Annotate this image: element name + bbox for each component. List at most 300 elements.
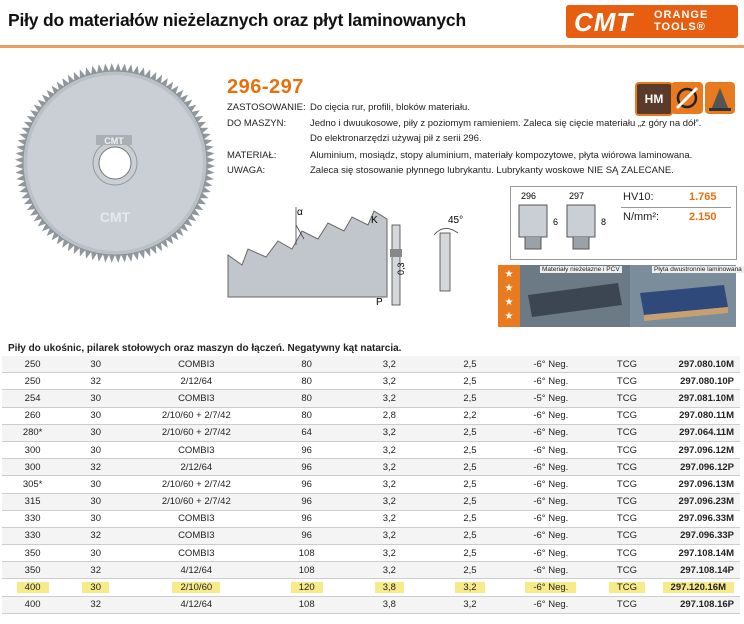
hook-angle-cell bbox=[510, 579, 591, 596]
tooth-config-cell-text: 2/12/64 bbox=[180, 461, 213, 473]
kerf-cell-text: 3,2 bbox=[382, 392, 396, 404]
hook-angle-cell-text: -6° Neg. bbox=[533, 444, 569, 456]
kerf-cell-text: 3,2 bbox=[382, 513, 396, 525]
kerf-cell-text: 3,2 bbox=[382, 375, 396, 387]
grind-cell-text: TCG bbox=[609, 582, 645, 593]
code-cell-text: 297.096.12M bbox=[678, 444, 734, 456]
hook-angle-cell bbox=[510, 407, 591, 424]
bore-cell-text: 32 bbox=[90, 599, 101, 611]
kerf-cell bbox=[349, 579, 430, 596]
table-row bbox=[2, 596, 740, 613]
plate-cell-text: 2,5 bbox=[463, 513, 477, 525]
table-row bbox=[2, 407, 740, 424]
kerf-cell bbox=[349, 459, 430, 476]
plate-cell-text: 3,2 bbox=[455, 582, 484, 593]
tooth-config-cell-text: 2/10/60 + 2/7/42 bbox=[161, 410, 231, 422]
tooth-config-cell bbox=[128, 476, 264, 493]
plate-cell bbox=[430, 407, 511, 424]
material-label-nonferrous: Materiały nieżelazne i PCV bbox=[542, 266, 620, 273]
diameter-cell-text: 350 bbox=[24, 547, 41, 559]
code-cell bbox=[662, 476, 740, 493]
bore-cell-text: 30 bbox=[90, 496, 101, 508]
product-code: 296-297 bbox=[227, 76, 304, 98]
tooth-config-cell-text: COMBI3 bbox=[178, 392, 215, 404]
table-row bbox=[2, 510, 740, 527]
kerf-cell bbox=[349, 390, 430, 407]
hook-angle-cell-text: -6° Neg. bbox=[533, 461, 569, 473]
diameter-cell-text: 300 bbox=[24, 444, 41, 456]
star-icon: ★ bbox=[504, 269, 514, 280]
machine-icon bbox=[705, 82, 735, 114]
info-label-material: MATERIAŁ: bbox=[227, 150, 277, 161]
materials-image bbox=[498, 265, 736, 327]
grind-cell bbox=[591, 510, 662, 527]
plate-cell bbox=[430, 476, 511, 493]
tooth-config-cell bbox=[128, 510, 264, 527]
plate-cell bbox=[430, 424, 511, 441]
bore-cell-text: 32 bbox=[90, 530, 101, 542]
teeth-count-cell bbox=[264, 424, 349, 441]
grind-cell bbox=[591, 373, 662, 390]
hook-angle-cell-text: -6° Neg. bbox=[533, 478, 569, 490]
grind-cell bbox=[591, 390, 662, 407]
header-rule bbox=[0, 45, 744, 48]
diameter-cell-text: 330 bbox=[24, 530, 41, 542]
info-value-material: Aluminium, mosiądz, stopy aluminium, materiały kompozytowe, płyta wiórowa laminowana. bbox=[310, 150, 693, 161]
hook-angle-cell bbox=[510, 356, 591, 373]
info-value-application: Do cięcia rur, profili, bloków materiału. bbox=[310, 102, 470, 113]
blade-model-label: CMT bbox=[99, 209, 131, 225]
diameter-cell-text: 260 bbox=[24, 410, 41, 422]
hook-angle-cell-text: -6° Neg. bbox=[533, 530, 569, 542]
diameter-cell bbox=[2, 390, 63, 407]
grind-cell bbox=[591, 579, 662, 596]
kerf-cell-text: 3,2 bbox=[382, 461, 396, 473]
tooth-config-cell-text: 2/10/60 + 2/7/42 bbox=[161, 427, 231, 439]
diameter-cell bbox=[2, 527, 63, 544]
bore-cell-text: 30 bbox=[90, 410, 101, 422]
bore-cell bbox=[63, 493, 128, 510]
grind-cell-text: TCG bbox=[616, 496, 637, 508]
diameter-cell bbox=[2, 459, 63, 476]
grind-cell-text: TCG bbox=[616, 392, 637, 404]
diameter-cell bbox=[2, 373, 63, 390]
kerf-cell-text: 2,8 bbox=[382, 410, 396, 422]
logo-line2: TOOLS® bbox=[654, 21, 706, 33]
tooth-config-cell-text: 2/12/64 bbox=[180, 375, 213, 387]
table-row bbox=[2, 545, 740, 562]
star-icon: ★ bbox=[504, 283, 514, 294]
teeth-count-cell-text: 96 bbox=[301, 496, 312, 508]
tooth-config-cell-text: COMBI3 bbox=[178, 547, 215, 559]
teeth-count-cell bbox=[264, 579, 349, 596]
diameter-cell-text: 330 bbox=[24, 513, 41, 525]
kerf-cell-text: 3,2 bbox=[382, 427, 396, 439]
tooth-config-cell bbox=[128, 424, 264, 441]
table-row bbox=[2, 527, 740, 544]
saw-cut-icon bbox=[671, 82, 703, 114]
teeth-count-cell-text: 96 bbox=[301, 461, 312, 473]
teeth-count-cell-text: 96 bbox=[301, 444, 312, 456]
plate-cell bbox=[430, 373, 511, 390]
diameter-cell-text: 254 bbox=[24, 392, 41, 404]
code-cell-text: 297.096.12P bbox=[680, 461, 734, 473]
code-cell-text: 297.108.16P bbox=[680, 599, 734, 611]
plate-cell bbox=[430, 510, 511, 527]
code-cell-text: 297.096.23M bbox=[678, 496, 734, 508]
product-table bbox=[2, 356, 740, 614]
tooth-config-cell-text: 2/10/60 + 2/7/42 bbox=[161, 478, 231, 490]
code-cell bbox=[662, 596, 740, 613]
bore-cell-text: 30 bbox=[90, 392, 101, 404]
bore-cell bbox=[63, 459, 128, 476]
tooth-config-cell-text: 4/12/64 bbox=[180, 564, 213, 576]
rating-stars bbox=[498, 265, 520, 327]
bore-cell bbox=[63, 356, 128, 373]
table-row bbox=[2, 493, 740, 510]
kerf-cell-text: 3,8 bbox=[382, 599, 396, 611]
grind-cell-text: TCG bbox=[616, 461, 637, 473]
kerf-cell bbox=[349, 476, 430, 493]
hook-angle-cell-text: -6° Neg. bbox=[533, 547, 569, 559]
code-cell bbox=[662, 356, 740, 373]
kerf-cell bbox=[349, 493, 430, 510]
label-8: 8 bbox=[601, 217, 607, 227]
tooth-config-cell bbox=[128, 493, 264, 510]
plate-cell-text: 2,5 bbox=[463, 461, 477, 473]
bore-cell-text: 30 bbox=[90, 427, 101, 439]
label-296: 296 bbox=[521, 191, 537, 201]
grind-cell bbox=[591, 407, 662, 424]
code-cell-text: 297.096.33M bbox=[678, 513, 734, 525]
bore-cell-text: 30 bbox=[90, 358, 101, 370]
bore-cell-text: 30 bbox=[90, 444, 101, 456]
bore-cell-text: 30 bbox=[82, 582, 109, 593]
hook-angle-cell-text: -6° Neg. bbox=[533, 599, 569, 611]
tooth-config-cell bbox=[128, 441, 264, 458]
teeth-count-cell-text: 96 bbox=[301, 513, 312, 525]
grind-cell-text: TCG bbox=[616, 530, 637, 542]
table-row bbox=[2, 562, 740, 579]
tooth-config-cell-text: 4/12/64 bbox=[180, 599, 213, 611]
hook-angle-cell bbox=[510, 373, 591, 390]
teeth-count-cell bbox=[264, 510, 349, 527]
angle-label: 45° bbox=[448, 215, 464, 226]
hook-angle-cell bbox=[510, 545, 591, 562]
d03-label: 0,3 bbox=[396, 262, 406, 275]
hook-angle-cell bbox=[510, 493, 591, 510]
kerf-cell bbox=[349, 356, 430, 373]
hook-angle-cell-text: -6° Neg. bbox=[533, 375, 569, 387]
kerf-cell bbox=[349, 424, 430, 441]
page-title: Piły do materiałów nieżelaznych oraz płyt laminowanych bbox=[8, 10, 466, 30]
bore-cell-text: 32 bbox=[90, 564, 101, 576]
table-row bbox=[2, 373, 740, 390]
kerf-cell-text: 3,2 bbox=[382, 547, 396, 559]
teeth-count-cell-text: 80 bbox=[301, 375, 312, 387]
tooth-config-cell bbox=[128, 459, 264, 476]
diameter-cell-text: 400 bbox=[24, 599, 41, 611]
code-cell bbox=[662, 579, 740, 596]
tooth-config-cell-text: 2/10/60 bbox=[172, 582, 220, 593]
diameter-cell bbox=[2, 545, 63, 562]
grind-cell-text: TCG bbox=[616, 599, 637, 611]
logo-brand: CMT bbox=[574, 7, 634, 37]
hook-angle-cell bbox=[510, 562, 591, 579]
grind-cell bbox=[591, 441, 662, 458]
grind-cell-text: TCG bbox=[616, 427, 637, 439]
material-label-laminate: Płyta dwustronnie laminowana bbox=[654, 266, 742, 273]
diameter-cell-text: 250 bbox=[24, 358, 41, 370]
cmt-logo bbox=[566, 5, 738, 38]
grind-cell bbox=[591, 459, 662, 476]
plate-cell bbox=[430, 562, 511, 579]
tooth-config-cell bbox=[128, 356, 264, 373]
kerf-cell-text: 3,2 bbox=[382, 478, 396, 490]
info-value-note: Zaleca się stosowanie płynnego lubrykantu. Lubrykanty woskowe NIE SĄ ZALECANE. bbox=[310, 165, 674, 176]
bore-cell-text: 30 bbox=[90, 478, 101, 490]
kerf-cell bbox=[349, 562, 430, 579]
grind-cell-text: TCG bbox=[616, 358, 637, 370]
hook-angle-cell-text: -5° Neg. bbox=[533, 392, 569, 404]
diameter-cell bbox=[2, 596, 63, 613]
plate-cell-text: 2,5 bbox=[463, 564, 477, 576]
plate-cell-text: 2,5 bbox=[463, 375, 477, 387]
bore-cell-text: 30 bbox=[90, 547, 101, 559]
kerf-cell bbox=[349, 373, 430, 390]
tooth-geometry-diagram bbox=[222, 205, 472, 315]
hook-angle-cell bbox=[510, 441, 591, 458]
grind-cell bbox=[591, 424, 662, 441]
table-subtitle: Piły do ukośnic, pilarek stołowych oraz maszyn do łączeń. Negatywny kąt natarcia. bbox=[8, 343, 402, 354]
info-label-application: ZASTOSOWANIE: bbox=[227, 102, 306, 113]
bore-cell bbox=[63, 579, 128, 596]
teeth-count-cell-text: 96 bbox=[301, 530, 312, 542]
kerf-cell-text: 3,2 bbox=[382, 444, 396, 456]
teeth-count-cell-text: 64 bbox=[301, 427, 312, 439]
kerf-cell bbox=[349, 545, 430, 562]
code-cell-text: 297.096.33P bbox=[680, 530, 734, 542]
teeth-count-cell-text: 108 bbox=[298, 564, 315, 576]
hook-angle-cell bbox=[510, 459, 591, 476]
diameter-cell bbox=[2, 562, 63, 579]
tooth-config-cell bbox=[128, 390, 264, 407]
kerf-cell-text: 3,2 bbox=[382, 496, 396, 508]
hardness-box bbox=[510, 186, 737, 260]
diameter-cell bbox=[2, 510, 63, 527]
diameter-cell-text: 305* bbox=[22, 478, 43, 490]
tooth-config-cell bbox=[128, 562, 264, 579]
diameter-cell bbox=[2, 493, 63, 510]
plate-cell-text: 2,5 bbox=[463, 530, 477, 542]
tooth-config-cell bbox=[128, 407, 264, 424]
tooth-config-cell bbox=[128, 579, 264, 596]
hv10-label: HV10: bbox=[623, 191, 654, 203]
plate-cell bbox=[430, 596, 511, 613]
code-cell bbox=[662, 407, 740, 424]
product-table-body bbox=[2, 356, 740, 613]
hook-angle-cell bbox=[510, 476, 591, 493]
teeth-count-cell bbox=[264, 373, 349, 390]
teeth-count-cell bbox=[264, 596, 349, 613]
p-label: P bbox=[376, 297, 383, 308]
blade-brand-label: CMT bbox=[104, 136, 124, 146]
teeth-count-cell bbox=[264, 562, 349, 579]
grind-cell-text: TCG bbox=[616, 410, 637, 422]
code-cell-text: 297.120.16M bbox=[663, 582, 734, 593]
hook-angle-cell bbox=[510, 390, 591, 407]
plate-cell-text: 2,5 bbox=[463, 444, 477, 456]
tooth-config-cell-text: COMBI3 bbox=[178, 513, 215, 525]
info-label-note: UWAGA: bbox=[227, 165, 266, 176]
nmm-label: N/mm²: bbox=[623, 211, 660, 223]
table-row bbox=[2, 390, 740, 407]
grind-cell bbox=[591, 545, 662, 562]
nmm-value: 2.150 bbox=[689, 211, 717, 223]
star-icon: ★ bbox=[504, 311, 514, 322]
teeth-count-cell bbox=[264, 476, 349, 493]
code-cell bbox=[662, 390, 740, 407]
table-row bbox=[2, 356, 740, 373]
code-cell-text: 297.108.14P bbox=[680, 564, 734, 576]
diameter-cell bbox=[2, 579, 63, 596]
bore-cell bbox=[63, 527, 128, 544]
diameter-cell bbox=[2, 356, 63, 373]
code-cell-text: 297.080.10M bbox=[678, 358, 734, 370]
logo-line1: ORANGE bbox=[654, 9, 709, 21]
bore-cell-text: 32 bbox=[90, 375, 101, 387]
grind-cell bbox=[591, 476, 662, 493]
teeth-count-cell-text: 80 bbox=[301, 392, 312, 404]
tooth-config-cell-text: COMBI3 bbox=[178, 358, 215, 370]
hook-angle-cell bbox=[510, 424, 591, 441]
bore-cell-text: 30 bbox=[90, 513, 101, 525]
teeth-count-cell-text: 108 bbox=[298, 599, 315, 611]
teeth-count-cell bbox=[264, 493, 349, 510]
tooth-config-cell-text: COMBI3 bbox=[178, 530, 215, 542]
plate-cell-text: 2,5 bbox=[463, 547, 477, 559]
bore-cell bbox=[63, 596, 128, 613]
hook-angle-cell-text: -6° Neg. bbox=[533, 410, 569, 422]
code-cell bbox=[662, 510, 740, 527]
kerf-cell bbox=[349, 407, 430, 424]
grind-cell bbox=[591, 493, 662, 510]
teeth-count-cell-text: 108 bbox=[298, 547, 315, 559]
plate-cell bbox=[430, 390, 511, 407]
hook-angle-cell-text: -6° Neg. bbox=[533, 513, 569, 525]
bore-cell bbox=[63, 476, 128, 493]
plate-cell-text: 2,5 bbox=[463, 392, 477, 404]
bore-cell bbox=[63, 373, 128, 390]
code-cell bbox=[662, 424, 740, 441]
code-cell bbox=[662, 545, 740, 562]
hv10-value: 1.765 bbox=[689, 191, 717, 203]
hook-angle-cell-text: -6° Neg. bbox=[533, 496, 569, 508]
alpha-label: α bbox=[297, 207, 303, 218]
kerf-cell bbox=[349, 596, 430, 613]
code-cell bbox=[662, 441, 740, 458]
teeth-count-cell bbox=[264, 527, 349, 544]
diameter-cell-text: 250 bbox=[24, 375, 41, 387]
bore-cell bbox=[63, 407, 128, 424]
k-label: K bbox=[371, 215, 378, 226]
diameter-cell-text: 315 bbox=[24, 496, 41, 508]
plate-cell bbox=[430, 459, 511, 476]
hook-angle-cell-text: -6° Neg. bbox=[525, 582, 576, 593]
grind-cell-text: TCG bbox=[616, 564, 637, 576]
code-cell bbox=[662, 527, 740, 544]
code-cell-text: 297.064.11M bbox=[679, 427, 734, 439]
label-6: 6 bbox=[553, 217, 559, 227]
plate-cell bbox=[430, 356, 511, 373]
bore-cell bbox=[63, 545, 128, 562]
code-cell bbox=[662, 562, 740, 579]
hm-carbide-badge: HM bbox=[635, 82, 673, 116]
plate-cell-text: 2,5 bbox=[463, 478, 477, 490]
hook-angle-cell bbox=[510, 527, 591, 544]
code-cell bbox=[662, 493, 740, 510]
diameter-cell-text: 350 bbox=[24, 564, 41, 576]
kerf-cell-text: 3,8 bbox=[375, 582, 404, 593]
plate-cell-text: 3,2 bbox=[463, 599, 477, 611]
table-row bbox=[2, 441, 740, 458]
plate-cell-text: 2,5 bbox=[463, 358, 477, 370]
bore-cell-text: 32 bbox=[90, 461, 101, 473]
code-cell bbox=[662, 459, 740, 476]
grind-cell-text: TCG bbox=[616, 478, 637, 490]
teeth-count-cell-text: 80 bbox=[301, 358, 312, 370]
saw-blade-image bbox=[12, 60, 218, 266]
plate-cell-text: 2,5 bbox=[463, 427, 477, 439]
teeth-count-cell-text: 80 bbox=[301, 410, 312, 422]
info-label-machines: DO MASZYN: bbox=[227, 118, 287, 129]
diameter-cell bbox=[2, 476, 63, 493]
plate-cell bbox=[430, 441, 511, 458]
bore-cell bbox=[63, 424, 128, 441]
tooth-section-icons bbox=[515, 191, 611, 255]
hook-angle-cell bbox=[510, 510, 591, 527]
grind-cell bbox=[591, 527, 662, 544]
teeth-count-cell-text: 96 bbox=[301, 478, 312, 490]
kerf-cell-text: 3,2 bbox=[382, 530, 396, 542]
code-cell-text: 297.096.13M bbox=[678, 478, 734, 490]
info-value-machines-note: Do elektronarzędzi używaj pił z serii 296. bbox=[310, 133, 482, 144]
plate-cell-text: 2,5 bbox=[463, 496, 477, 508]
hook-angle-cell-text: -6° Neg. bbox=[533, 564, 569, 576]
code-cell-text: 297.080.10P bbox=[680, 375, 734, 387]
hook-angle-cell-text: -6° Neg. bbox=[533, 358, 569, 370]
code-cell-text: 297.081.10M bbox=[678, 392, 734, 404]
grind-cell bbox=[591, 562, 662, 579]
kerf-cell-text: 3,2 bbox=[382, 358, 396, 370]
diameter-cell-text: 300 bbox=[24, 461, 41, 473]
grind-cell-text: TCG bbox=[616, 444, 637, 456]
code-cell bbox=[662, 373, 740, 390]
bore-cell bbox=[63, 562, 128, 579]
teeth-count-cell bbox=[264, 407, 349, 424]
info-value-machines: Jedno i dwuukosowe, piły z poziomym ramieniem. Zaleca się cięcie materiału „z góry na dół”. bbox=[310, 118, 702, 129]
tooth-config-cell bbox=[128, 373, 264, 390]
teeth-count-cell bbox=[264, 356, 349, 373]
grind-cell bbox=[591, 356, 662, 373]
plate-cell-text: 2,2 bbox=[463, 410, 477, 422]
bore-cell bbox=[63, 510, 128, 527]
grind-cell bbox=[591, 596, 662, 613]
tooth-config-cell bbox=[128, 545, 264, 562]
teeth-count-cell bbox=[264, 441, 349, 458]
teeth-count-cell bbox=[264, 390, 349, 407]
table-row bbox=[2, 476, 740, 493]
